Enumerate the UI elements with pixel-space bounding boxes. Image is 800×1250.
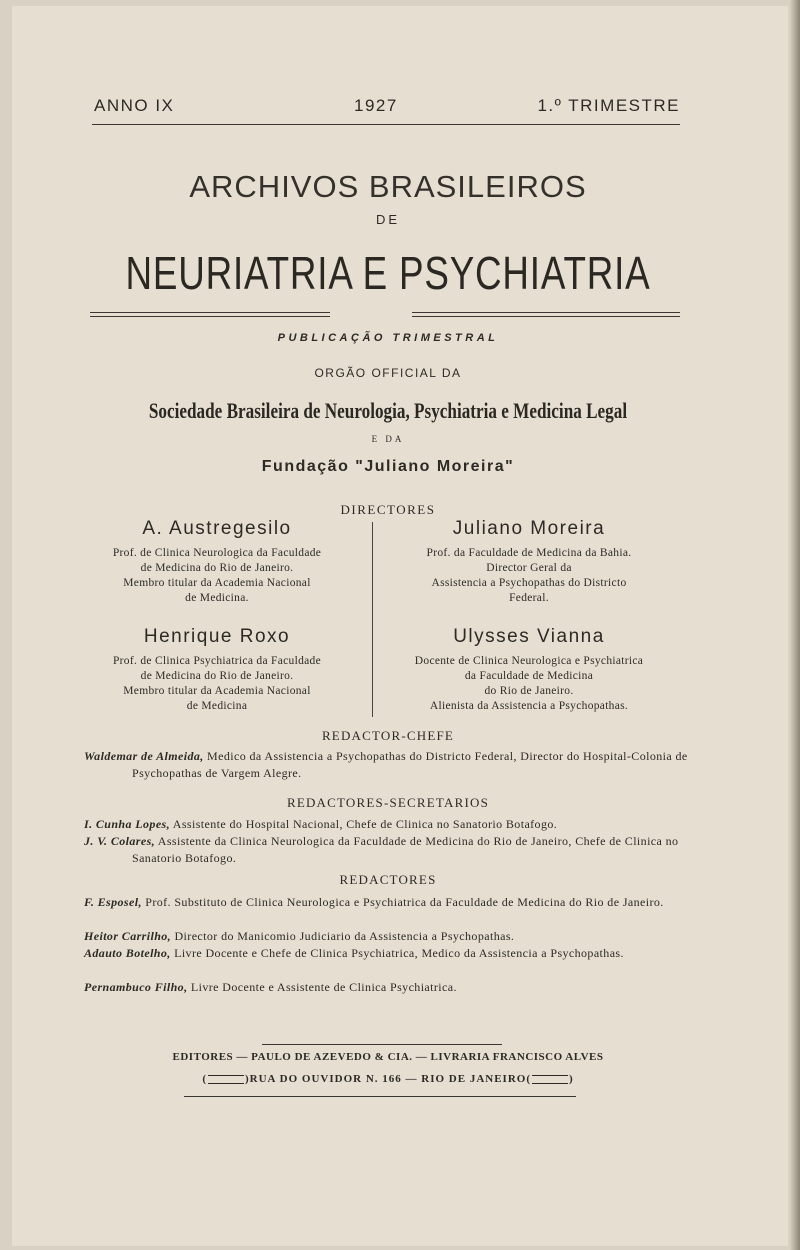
description-line: Director Geral da: [486, 562, 572, 574]
editor-entry: [84, 945, 712, 962]
publication-frequency: PUBLICAÇÃO TRIMESTRAL: [277, 332, 499, 344]
title-line-1: ARCHIVOS BRASILEIROS: [189, 169, 587, 204]
person-description: Assistente da Clinica Neurologica da Faculdade de Medicina do Rio de Janeiro, Chefe de Clinica no Sanatorio Botafogo.: [132, 834, 679, 865]
volume-label: ANNO IX: [94, 96, 175, 115]
director-description: [72, 654, 362, 714]
editor-in-chief-heading: REDACTOR-CHEFE: [321, 728, 455, 743]
person-name: Adauto Botelho,: [84, 946, 171, 960]
description-line: do Rio de Janeiro.: [484, 685, 574, 697]
editor-entry: [84, 928, 712, 945]
director-description: [384, 546, 674, 606]
column-divider: [372, 522, 373, 717]
ornament-bracket: [208, 1075, 244, 1084]
open-paren: (: [202, 1073, 207, 1085]
description-line: Federal.: [509, 592, 549, 604]
close-paren: ): [245, 1073, 250, 1085]
header-line: [92, 96, 680, 125]
description-line: da Faculdade de Medicina: [464, 670, 594, 682]
director-name: A. Austregesilo: [142, 518, 292, 539]
and-connector: E DA: [371, 434, 405, 444]
editor-in-chief-entry: [84, 748, 712, 782]
director-description: [72, 546, 362, 606]
open-paren: (: [526, 1073, 531, 1085]
editors-heading: REDACTORES: [339, 872, 437, 887]
person-description: Director do Manicomio Judiciario da Assistencia a Psychopathas.: [171, 929, 515, 943]
close-paren: ): [569, 1073, 574, 1085]
director-block: [72, 626, 362, 714]
director-block: [72, 518, 362, 606]
footer-rule-bottom: [184, 1096, 576, 1097]
person-name: F. Esposel,: [84, 895, 142, 909]
directors-heading: DIRECTORES: [340, 502, 436, 517]
description-line: Assistencia a Psychopathas do Districto: [431, 577, 627, 589]
page-edge-shadow: [790, 0, 800, 1250]
trimester-label: 1.º TRIMESTRE: [537, 96, 680, 115]
secretary-entry: [84, 833, 712, 867]
description-line: Alienista da Assistencia a Psychopathas.: [429, 700, 629, 712]
description-line: de Medicina.: [185, 592, 249, 604]
journal-cover-page: [12, 6, 788, 1246]
person-name: Waldemar de Almeida,: [84, 749, 204, 763]
director-description: [384, 654, 674, 714]
director-name: Ulysses Vianna: [453, 626, 605, 647]
double-rule-left: [90, 312, 330, 317]
person-description: Medico da Assistencia a Psychopathas do Districto Federal, Director do Hospital-Colonia de Psychopathas de Vargem Alegre.: [132, 749, 688, 780]
editorial-secretaries-heading: REDACTORES-SECRETARIOS: [286, 795, 490, 810]
description-line: Prof. de Clinica Neurologica da Faculdade: [112, 547, 322, 559]
director-block: [384, 626, 674, 714]
person-name: J. V. Colares,: [84, 834, 156, 848]
person-name: Pernambuco Filho,: [84, 980, 188, 994]
publishers-line: EDITORES — PAULO DE AZEVEDO & CIA. — LIVRARIA FRANCISCO ALVES: [172, 1051, 604, 1063]
person-name: I. Cunha Lopes,: [84, 817, 171, 831]
director-block: [384, 518, 674, 606]
editor-entry: [84, 894, 712, 911]
description-line: Docente de Clinica Neurologica e Psychiatrica: [414, 655, 644, 667]
person-name: Heitor Carrilho,: [84, 929, 172, 943]
director-name: Juliano Moreira: [452, 518, 606, 539]
description-line: Prof. da Faculdade de Medicina da Bahia.: [426, 547, 632, 559]
description-line: Membro titular da Academia Nacional: [123, 577, 311, 589]
society-name: Sociedade Brasileira de Neurologia, Psychiatria e Medicina Legal: [148, 398, 628, 423]
ornament-bracket: [532, 1075, 568, 1084]
address-line: [12, 1073, 764, 1085]
double-rule-right: [412, 312, 680, 317]
official-organ-label: ORGÃO OFFICIAL DA: [314, 366, 462, 380]
title-line-2: NEURIATRIA E PSYCHIATRIA: [125, 247, 651, 299]
year-label: 1927: [354, 96, 398, 115]
person-description: Prof. Substituto de Clinica Neurologica e Psychiatrica da Faculdade de Medicina do Rio de Janeiro.: [141, 895, 664, 909]
foundation-name: Fundação "Juliano Moreira": [261, 458, 515, 475]
title-connector: DE: [375, 212, 401, 227]
editor-entry: [84, 979, 712, 996]
footer-rule-top: [262, 1044, 502, 1045]
description-line: Prof. de Clinica Psychiatrica da Faculdade: [112, 655, 322, 667]
description-line: Membro titular da Academia Nacional: [123, 685, 311, 697]
address-text: RUA DO OUVIDOR N. 166 — RIO DE JANEIRO: [249, 1073, 527, 1085]
director-name: Henrique Roxo: [143, 626, 291, 647]
person-description: Livre Docente e Assistente de Clinica Psychiatrica.: [187, 980, 457, 994]
person-description: Assistente do Hospital Nacional, Chefe de Clinica no Sanatorio Botafogo.: [170, 817, 558, 831]
secretary-entry: [84, 816, 712, 833]
person-description: Livre Docente e Chefe de Clinica Psychiatrica, Medico da Assistencia a Psychopathas.: [170, 946, 624, 960]
description-line: de Medicina: [186, 700, 248, 712]
description-line: de Medicina do Rio de Janeiro.: [140, 562, 294, 574]
description-line: de Medicina do Rio de Janeiro.: [140, 670, 294, 682]
